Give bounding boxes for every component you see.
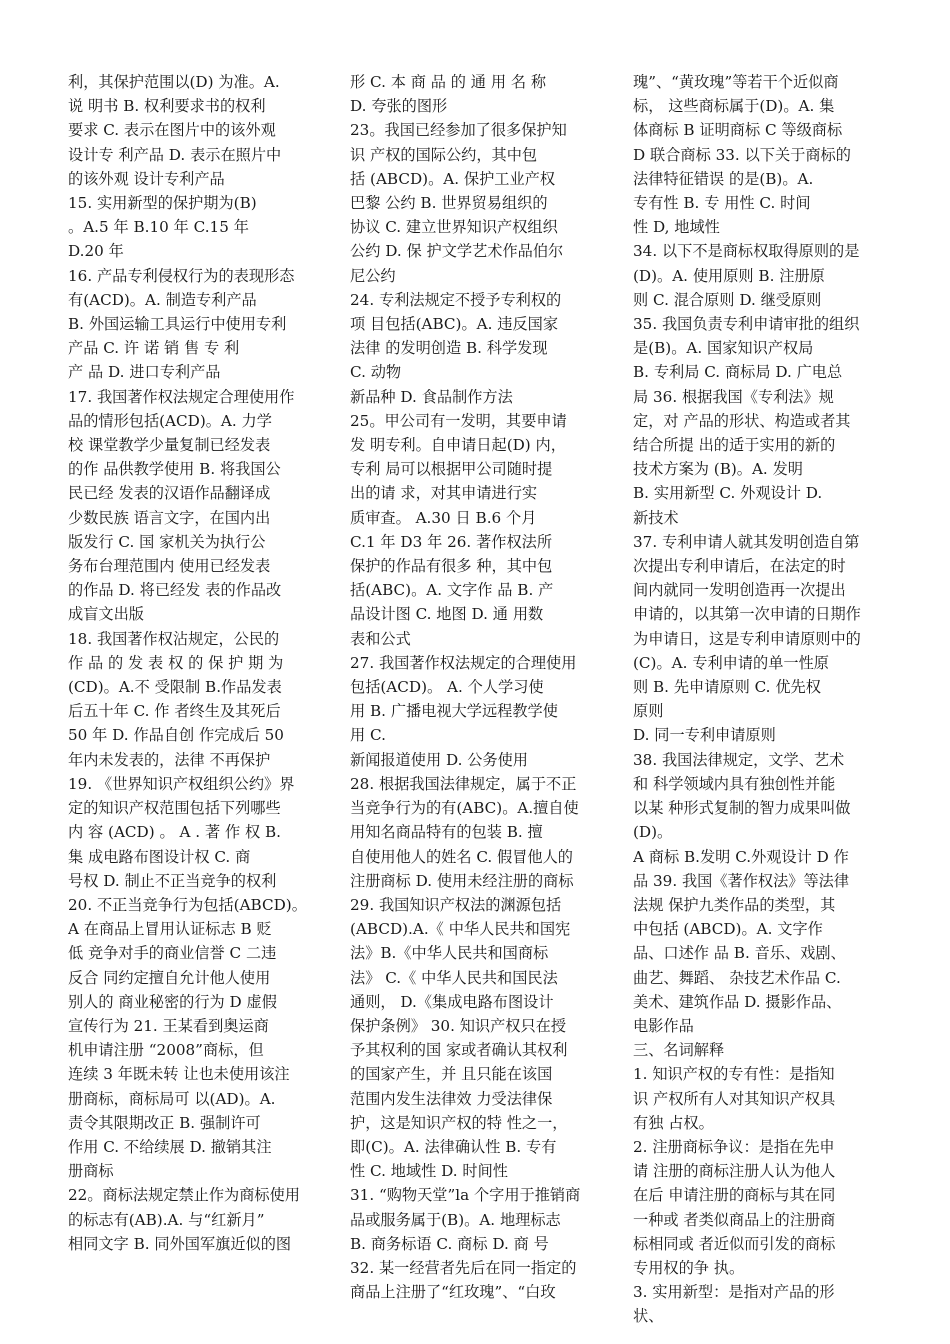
text-line: 品、口述作 品 B. 音乐、戏剧、 (633, 944, 846, 963)
text-line: 状、 (633, 1307, 664, 1326)
text-line: 15. 实用新型的保护期为(B) (68, 194, 257, 213)
text-line: 23。我国已经参加了很多保护知 (350, 121, 567, 140)
text-line: 反合 同约定擅自允计他人使用 (68, 968, 271, 987)
text-line: 电影作品 (633, 1016, 694, 1035)
text-line: 中包括 (ABCD)。A. 文字作 (633, 920, 823, 939)
text-line: 专有性 B. 专 用性 C. 时间 (633, 194, 811, 213)
text-line: 和 科学领域内具有独创性并能 (633, 774, 836, 793)
text-line: 31. “购物天堂”la 个字用于推销商 (350, 1186, 581, 1205)
text-line: B. 实用新型 C. 外观设计 D. (633, 484, 823, 503)
text-line: 注册商标 D. 使用未经注册的商标 (350, 871, 574, 890)
text-line: 予其权利的国 家或者确认其权利 (350, 1041, 568, 1060)
text-line: 法》 C.《 中华人民共和国民法 (350, 968, 558, 987)
text-line: 内 容 (ACD) 。 A . 著 作 权 B. (68, 823, 281, 842)
text-line: 责令其限期改正 B. 强制许可 (68, 1113, 261, 1132)
text-line: 间内就同一发明创造再一次提出 (633, 581, 846, 600)
text-line: 37. 专利申请人就其发明创造自第 (633, 532, 860, 551)
text-line: 成盲文出版 (68, 605, 144, 624)
text-line: 则 C. 混合原则 D. 继受原则 (633, 290, 822, 309)
text-line: C.1 年 D3 年 26. 著作权法所 (350, 532, 553, 551)
text-line: 结合所提 出的适于实用的新的 (633, 436, 836, 455)
text-line: 低 竞争对手的商业信誉 C 二违 (68, 944, 277, 963)
text-line: 申请的，以其第一次申请的日期作 (633, 605, 861, 624)
text-line: 有独 占权。 (633, 1113, 714, 1132)
text-line: 设计专 利产品 D. 表示在照片中 (68, 145, 282, 164)
text-line: 次提出专利申请后，在法定的时 (633, 557, 846, 576)
text-line: 连续 3 年既未转 让也未使用该注 (68, 1065, 290, 1084)
text-line: 20. 不正当竞争行为包括(ABCD)。 (68, 895, 307, 914)
text-line: 的作品 D. 将已经发 表的作品改 (68, 581, 282, 600)
text-line: 曲艺、舞蹈、 杂技艺术作品 C. (633, 968, 841, 987)
text-line: 保护条例》 30. 知识产权只在授 (350, 1016, 567, 1035)
text-line: (CD)。A.不 受限制 B.作品发表 (68, 678, 282, 697)
text-column-3 (633, 70, 883, 1329)
text-line: 作 品 的 发 表 权 的 保 护 期 为 (68, 653, 284, 672)
text-line: 年内未发表的，法律 不再保护 (68, 750, 271, 769)
text-line: 宣传行为 21. 王某看到奥运商 (68, 1016, 269, 1035)
text-line: 通则， D.《集成电路布图设计 (350, 992, 554, 1011)
text-line: 用 C. (350, 726, 386, 745)
text-line: 在后 申请注册的商标与其在同 (633, 1186, 836, 1205)
text-line: 自使用他人的姓名 C. 假冒他人的 (350, 847, 573, 866)
text-line: (D)。A. 使用原则 B. 注册原 (633, 266, 825, 285)
text-line: 法规 保护九类作品的类型，其 (633, 895, 836, 914)
text-line: 38. 我国法律规定，文学、艺术 (633, 750, 845, 769)
text-line: 35. 我国负责专利申请审批的组织 (633, 315, 860, 334)
text-line: 发 明专利。自申请日起(D) 内， (350, 436, 566, 455)
text-line: 品 39. 我国《著作权法》等法律 (633, 871, 850, 890)
text-line: 相同文字 B. 同外国军旗近似的图 (68, 1234, 292, 1253)
text-line: A 在商品上冒用认证标志 B 贬 (68, 920, 272, 939)
text-line: 17. 我国著作权法规定合理使用作 (68, 387, 295, 406)
text-line: 商品上注册了“红玫瑰”、“白玫 (350, 1283, 556, 1302)
text-line: 是(B)。A. 国家知识产权局 (633, 339, 814, 358)
text-line: 19. 《世界知识产权组织公约》界 (68, 774, 295, 793)
text-line: 28. 根据我国法律规定，属于不正 (350, 774, 577, 793)
text-line: 定，对 产品的形状、构造或者其 (633, 411, 851, 430)
text-line: 标， 这些商标属于(D)。A. 集 (633, 97, 835, 116)
text-line: 29. 我国知识产权法的渊源包括 (350, 895, 562, 914)
text-line: 识 产权的国际公约，其中包 (350, 145, 538, 164)
text-line: 有(ACD)。A. 制造专利产品 (68, 290, 257, 309)
text-line: 别人的 商业秘密的行为 D 虚假 (68, 992, 277, 1011)
text-line: C. 动物 (350, 363, 402, 382)
text-line: D 联合商标 33. 以下关于商标的 (633, 145, 851, 164)
text-line: 标相同或 者近似而引发的商标 (633, 1234, 836, 1253)
text-line: 作用 C. 不给续展 D. 撤销其注 (68, 1137, 272, 1156)
text-line: 原则 (633, 702, 664, 721)
text-line: 法》B.《中华人民共和国商标 (350, 944, 549, 963)
text-line: 要求 C. 表示在图片中的该外观 (68, 121, 276, 140)
text-line: A 商标 B.发明 C.外观设计 D 作 (633, 847, 849, 866)
text-line: 的该外观 设计专利产品 (68, 169, 225, 188)
text-line: 50 年 D. 作品自创 作完成后 50 (68, 726, 284, 745)
text-line: 的标志有(AB).A. 与“红新月” (68, 1210, 265, 1229)
text-line: 2. 注册商标争议：是指在先申 (633, 1137, 835, 1156)
text-line: 公约 D. 保 护文学艺术作品伯尔 (350, 242, 564, 261)
text-line: 用 B. 广播电视大学远程教学使 (350, 702, 558, 721)
text-line: 巴黎 公约 B. 世界贸易组织的 (350, 194, 548, 213)
text-line: 包括(ACD)。 A. 个人学习使 (350, 678, 544, 697)
text-line: 1. 知识产权的专有性：是指知 (633, 1065, 835, 1084)
text-line: B. 商务标语 C. 商标 D. 商 号 (350, 1234, 549, 1253)
text-line: (ABCD).A.《 中华人民共和国宪 (350, 920, 571, 939)
text-line: 34. 以下不是商标权取得原则的是 (633, 242, 860, 261)
text-line: 出的请 求，对其申请进行实 (350, 484, 538, 503)
text-line: 册商标，商标局可 以(AD)。A. (68, 1089, 276, 1108)
text-line: 集 成电路布图设计权 C. 商 (68, 847, 251, 866)
text-line: 后五十年 C. 作 者终生及其死后 (68, 702, 281, 721)
text-line: 质审查。 A.30 日 B.6 个月 (350, 508, 537, 527)
text-line: 当竞争行为的有(ABC)。A.擅自使 (350, 799, 579, 818)
text-line: 民已经 发表的汉语作品翻译成 (68, 484, 271, 503)
text-line: 范围内发生法律效 力受法律保 (350, 1089, 553, 1108)
text-line: 识 产权所有人对其知识产权具 (633, 1089, 836, 1108)
text-line: D. 夸张的图形 (350, 97, 448, 116)
text-line: B. 外国运输工具运行中使用专利 (68, 315, 287, 334)
text-line: 新品种 D. 食品制作方法 (350, 387, 513, 406)
text-line: 的国家产生，并 且只能在该国 (350, 1065, 553, 1084)
text-line: 。A.5 年 B.10 年 C.15 年 (68, 218, 249, 237)
text-line: 校 课堂教学少量复制已经发表 (68, 436, 271, 455)
text-line: 括 (ABCD)。A. 保护工业产权 (350, 169, 556, 188)
text-line: 用知名商品特有的包装 B. 擅 (350, 823, 543, 842)
text-line: 括(ABC)。A. 文字作 品 B. 产 (350, 581, 554, 600)
text-line: 法律特征错误 的是(B)。A. (633, 169, 814, 188)
text-line: 专用权的争 执。 (633, 1258, 745, 1277)
text-line: 3. 实用新型：是指对产品的形 (633, 1283, 835, 1302)
text-line: 品设计图 C. 地图 D. 通 用数 (350, 605, 544, 624)
text-line: 品或服务属于(B)。A. 地理标志 (350, 1210, 561, 1229)
text-line: 品的情形包括(ACD)。A. 力学 (68, 411, 272, 430)
text-line: 号权 D. 制止不正当竞争的权利 (68, 871, 277, 890)
text-line: 表和公式 (350, 629, 411, 648)
text-line: 32. 某一经营者先后在同一指定的 (350, 1258, 577, 1277)
text-line: 尼公约 (350, 266, 396, 285)
text-line: 机申请注册 “2008”商标，但 (68, 1041, 264, 1060)
text-line: 三、名词解释 (633, 1041, 725, 1060)
text-line: 护，这是知识产权的特 性之一， (350, 1113, 568, 1132)
text-line: 的作 品供教学使用 B. 将我国公 (68, 460, 281, 479)
text-line: 新技术 (633, 508, 679, 527)
text-line: 27. 我国著作权法规定的合理使用 (350, 653, 577, 672)
text-line: (D)。 (633, 823, 673, 842)
text-line: 瑰”、“黄玫瑰”等若干个近似商 (633, 73, 839, 91)
text-line: 定的知识产权范围包括下列哪些 (68, 799, 281, 818)
text-line: 形 C. 本 商 品 的 通 用 名 称 (350, 73, 547, 91)
text-line: 则 B. 先申请原则 C. 优先权 (633, 678, 821, 697)
text-column-1 (68, 70, 318, 1256)
text-line: 25。甲公司有一发明，其要申请 (350, 411, 567, 430)
text-line: 请 注册的商标注册人认为他人 (633, 1162, 836, 1181)
text-line: 一种或 者类似商品上的注册商 (633, 1210, 836, 1229)
text-line: 版发行 C. 国 家机关为执行公 (68, 532, 266, 551)
text-line: 体商标 B 证明商标 C 等级商标 (633, 121, 843, 140)
text-line: 局 36. 根据我国《专利法》规 (633, 387, 834, 406)
text-line: B. 专利局 C. 商标局 D. 广电总 (633, 363, 843, 382)
text-line: D. 同一专利申请原则 (633, 726, 776, 745)
text-line: 技术方案为 (B)。A. 发明 (633, 460, 803, 479)
text-line: 新闻报道使用 D. 公务使用 (350, 750, 528, 769)
text-line: (C)。A. 专利申请的单一性原 (633, 653, 829, 672)
text-line: 性 C. 地域性 D. 时间性 (350, 1162, 508, 1181)
text-line: 以某 种形式复制的智力成果叫做 (633, 799, 851, 818)
text-line: D.20 年 (68, 242, 124, 261)
text-line: 性 D, 地域性 (633, 218, 720, 237)
text-line: 保护的作品有很多 种，其中包 (350, 557, 553, 576)
text-line: 24. 专利法规定不授予专利权的 (350, 290, 562, 309)
text-line: 产 品 D. 进口专利产品 (68, 363, 221, 382)
text-line: 美术、建筑作品 D. 摄影作品、 (633, 992, 842, 1011)
text-line: 18. 我国著作权沾规定，公民的 (68, 629, 280, 648)
text-line: 务布台理范围内 使用已经发表 (68, 557, 271, 576)
text-line: 项 目包括(ABC)。A. 违反国家 (350, 315, 559, 334)
text-line: 即(C)。A. 法律确认性 B. 专有 (350, 1137, 557, 1156)
text-line: 册商标 (68, 1162, 114, 1181)
text-line: 法律 的发明创造 B. 科学发现 (350, 339, 548, 358)
text-column-2 (350, 70, 604, 1304)
text-line: 为申请日，这是专利申请原则中的 (633, 629, 861, 648)
text-line: 16. 产品专利侵权行为的表现形态 (68, 266, 295, 285)
text-line: 专利 局可以根据甲公司随时提 (350, 460, 553, 479)
text-line: 利，其保护范围以(D) 为准。A. (68, 73, 280, 91)
text-line: 22。商标法规定禁止作为商标使用 (68, 1186, 300, 1205)
text-line: 产品 C. 许 诺 销 售 专 利 (68, 339, 240, 358)
text-line: 说 明书 B. 权利要求书的权利 (68, 97, 266, 116)
text-line: 少数民族 语言文字，在国内出 (68, 508, 271, 527)
text-line: 协议 C. 建立世界知识产权组织 (350, 218, 558, 237)
